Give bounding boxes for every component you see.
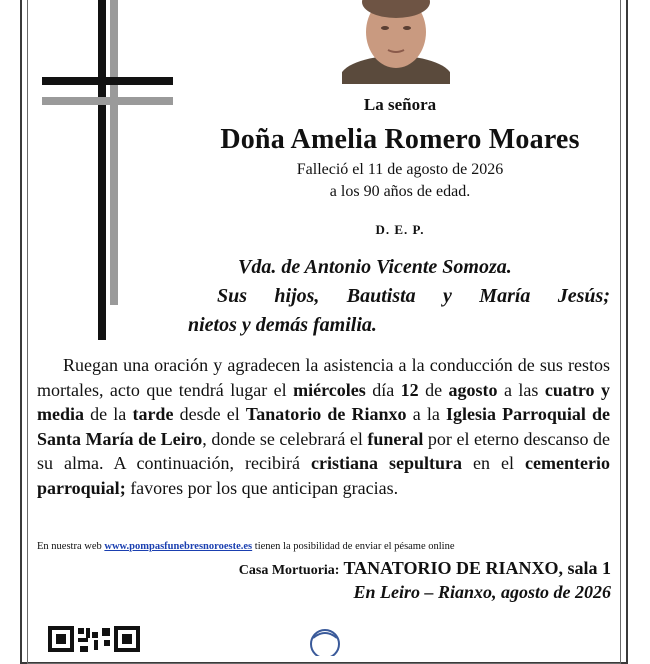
ceremony-paragraph: Ruegan una oración y agradecen la asistencia a la conducción de sus restos mortales, acto que tendrá lugar el miércoles día 12 de agosto a las cuatro y media de la tarde desde el Tanatorio de Rianxo a la Iglesia Parroquial de Santa María de Leiro, donde se celebrará el funeral por el eterno descanso de su alma. A continuación, recibirá cristiana sepultura en el cementerio parroquial; favores por los que anticipan gracias.: [37, 355, 611, 498]
family-line-2: Sus hijos, Bautista y María Jesús;: [217, 285, 610, 307]
website-link[interactable]: www.pompasfunebresnoroeste.es: [104, 541, 253, 552]
family-line-3: nietos y demás familia.: [188, 314, 377, 336]
church: Iglesia Parroquial de Santa María de Leiro: [37, 404, 610, 449]
family-line-1: Vda. de Antonio Vicente Somoza.: [238, 256, 512, 278]
time: cuatro y media: [37, 379, 610, 425]
afternoon: tarde: [132, 404, 174, 425]
burial: cristiana sepultura: [311, 453, 463, 474]
dep-text: D. E. P.: [375, 222, 425, 237]
mortuary-value: TANATORIO DE RIANXO, sala 1: [343, 558, 611, 578]
cross-icon: [40, 0, 175, 340]
place-date: En Leiro – Rianxo, agosto de 2026: [353, 582, 611, 602]
mortuary-label: Casa Mortuoria:: [238, 563, 340, 578]
web-notice: En nuestra web www.pompasfunebresnoroeste.es tienen la posibilidad de enviar el pésame online: [37, 541, 455, 552]
company-logo-icon: [305, 626, 345, 656]
day-of-week: miércoles: [293, 379, 366, 400]
deceased-name: Doña Amelia Romero Moares: [220, 124, 580, 155]
month: agosto: [448, 379, 498, 400]
cemetery: cementerio parroquial;: [37, 453, 610, 498]
qr-code-icon[interactable]: [48, 626, 140, 652]
age-line: a los 90 años de edad.: [329, 183, 471, 200]
death-date: Falleció el 11 de agosto de 2026: [296, 161, 504, 178]
mortuary-line: [239, 558, 611, 579]
intro-text: La señora: [363, 95, 437, 114]
funeral: funeral: [367, 428, 424, 449]
deceased-portrait: [342, 0, 450, 84]
day-number: 12: [400, 379, 419, 400]
origin-place: Tanatorio de Rianxo: [245, 404, 407, 425]
